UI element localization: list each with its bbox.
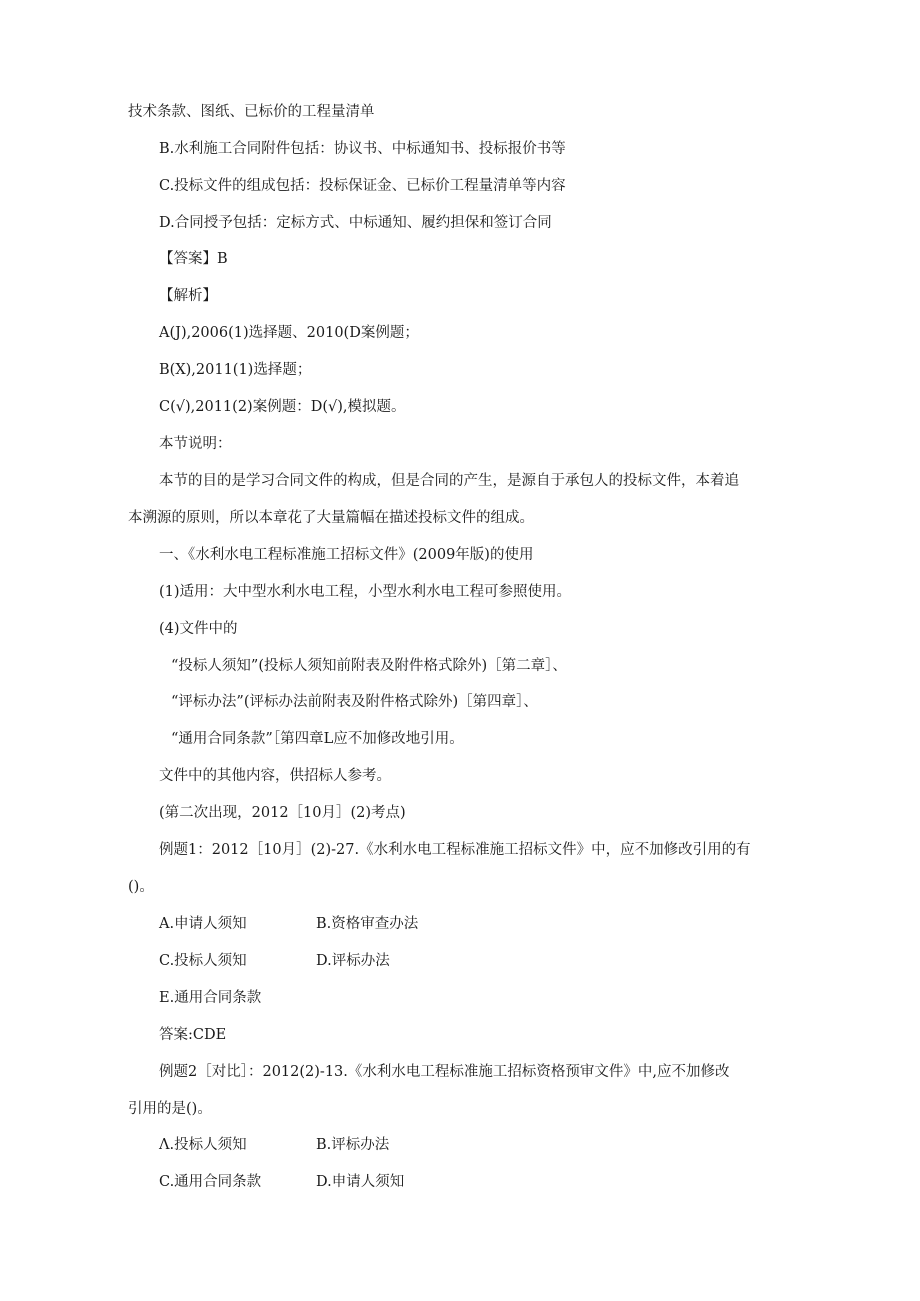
section-heading: 一、《水利水电工程标准施工招标文件》(2009年版)的使用 bbox=[159, 547, 534, 563]
question-line: 例题2［对比］：2012(2)-13.《水利水电工程标准施工招标资格预审文件》中,应不加修改 bbox=[159, 1064, 730, 1080]
text-line: A(J),2006(1)选择题、2010(D案例题； bbox=[159, 325, 419, 341]
text-line: D.合同授予包括：定标方式、中标通知、履约担保和签订合同 bbox=[159, 215, 552, 231]
option-d: D.申请人须知 bbox=[316, 1174, 405, 1190]
paragraph-line: 本节的目的是学习合同文件的构成，但是合同的产生，是源自于承包人的投标文件，本着追 bbox=[159, 473, 739, 489]
option-c: C.投标人须知 bbox=[159, 953, 247, 969]
text-line: (4)文件中的 bbox=[159, 621, 238, 637]
option-b: B.评标办法 bbox=[316, 1137, 390, 1153]
paragraph-line: 本溯源的原则，所以本章花了大量篇幅在描述投标文件的组成。 bbox=[128, 510, 534, 526]
option-c: C.通用合同条款 bbox=[159, 1174, 262, 1190]
option-d: D.评标办法 bbox=[316, 953, 390, 969]
option-b: B.资格审查办法 bbox=[316, 916, 419, 932]
text-line: 文件中的其他内容，供招标人参考。 bbox=[159, 768, 391, 784]
section-note-label: 本节说明： bbox=[159, 436, 232, 452]
question-line: 引用的是()。 bbox=[128, 1101, 212, 1117]
text-line: C.投标文件的组成包括：投标保证金、已标价工程量清单等内容 bbox=[159, 178, 566, 194]
text-line: “评标办法”(评标办法前附表及附件格式除外)［第四章］、 bbox=[171, 694, 538, 710]
text-line: 技术条款、图纸、已标价的工程量清单 bbox=[128, 104, 375, 120]
question-line: 例题1：2012［10月］(2)-27.《水利水电工程标准施工招标文件》中，应不加修改引用的有 bbox=[159, 842, 751, 858]
answer-label: 【答案】B bbox=[159, 251, 228, 267]
text-line: “通用合同条款”［第四章L应不加修改地引用。 bbox=[171, 731, 464, 747]
text-line: (1)适用：大中型水利水电工程，小型水利水电工程可参照使用。 bbox=[159, 584, 572, 600]
text-line: B.水利施工合同附件包括：协议书、中标通知书、投标报价书等 bbox=[159, 141, 566, 157]
option-a: Λ.投标人须知 bbox=[159, 1137, 247, 1153]
question-line: ()。 bbox=[128, 879, 154, 895]
text-line: B(X),2011(1)选择题； bbox=[159, 362, 312, 378]
text-line: “投标人须知”(投标人须知前附表及附件格式除外)［第二章］、 bbox=[171, 658, 567, 674]
option-a: A.申请人须知 bbox=[159, 916, 247, 932]
analysis-label: 【解析】 bbox=[159, 288, 217, 304]
option-e: E.通用合同条款 bbox=[159, 990, 262, 1006]
text-line: C(√),2011(2)案例题：D(√),模拟题。 bbox=[159, 399, 406, 415]
text-line: (第二次出现，2012［10月］(2)考点) bbox=[159, 805, 406, 821]
answer-line: 答案:CDE bbox=[159, 1027, 227, 1043]
